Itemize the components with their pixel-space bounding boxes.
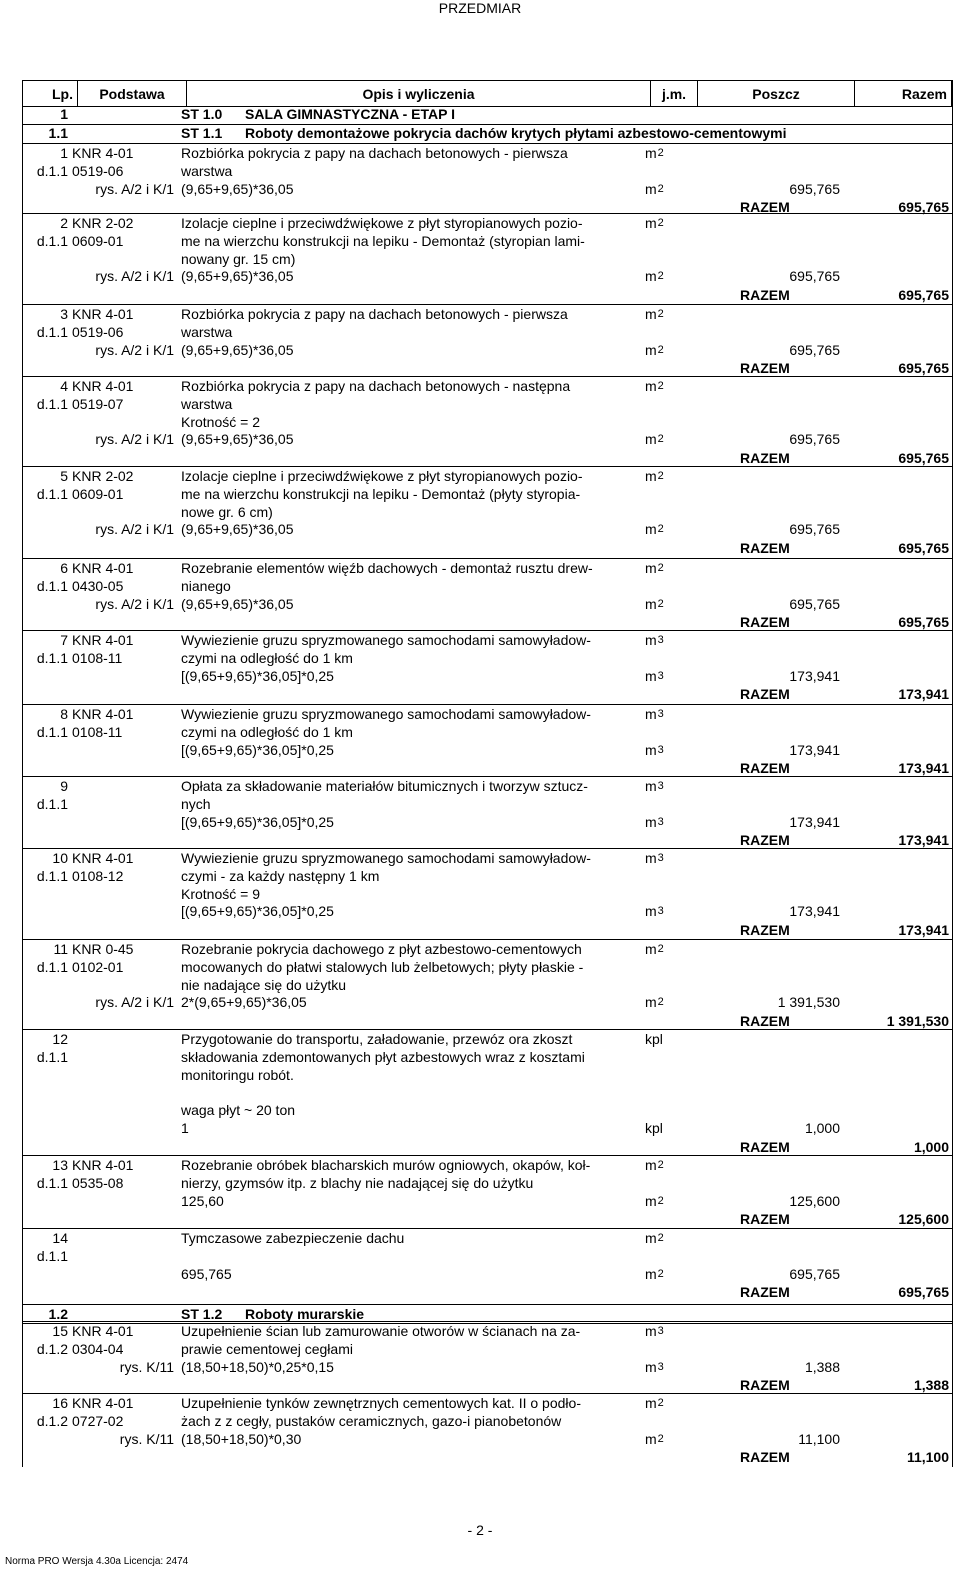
item-sub: d.1.1 (36, 1174, 68, 1191)
item-quantity: 173,941 (789, 903, 840, 920)
item-quantity: 173,941 (789, 667, 840, 684)
item-calc-unit: m3 (645, 813, 664, 830)
item-sub: d.1.1 (36, 485, 68, 502)
item-calc-unit: m3 (645, 903, 664, 920)
item-lp: 8 (60, 706, 68, 722)
item-drawing-ref: rys. A/2 i K/1 (95, 341, 174, 358)
item-podstawa-number: 0519-06 (72, 162, 124, 179)
item-podstawa-code: KNR 4-01 (72, 1323, 134, 1339)
item-razem-value: 695,765 (898, 450, 949, 467)
item-calc-unit: kpl (645, 1120, 663, 1136)
item-calc-unit: m2 (645, 341, 664, 358)
section-code: ST 1.1 (181, 125, 223, 141)
item-description-line: Izolacje cieplne i przeciwdźwiękowe z płyt styropianowych pozio- (181, 215, 583, 231)
item-podstawa-code: KNR 2-02 (72, 468, 134, 484)
item-lp: 16 (52, 1395, 68, 1411)
item-description-line: czymi na odległość do 1 km (181, 723, 353, 740)
item-razem-label: RAZEM (740, 832, 790, 849)
item-lp: 11 (53, 941, 68, 957)
item-podstawa-code: KNR 4-01 (72, 850, 134, 866)
item-sub: d.1.1 (36, 723, 68, 740)
item-sub: d.1.1 (36, 323, 68, 340)
item-unit: m2 (645, 468, 664, 484)
item-razem-label: RAZEM (740, 450, 790, 467)
item-lp: 13 (52, 1157, 68, 1173)
item-description-line: nierzy, gzymsów itp. z blachy nie nadającej się do użytku (181, 1174, 534, 1191)
item-quantity: 695,765 (789, 1265, 840, 1282)
item-unit: m2 (645, 145, 664, 161)
item-quantity: 695,765 (789, 180, 840, 197)
item-razem-value: 695,765 (898, 199, 949, 216)
item-description-line: czymi - za każdy następny 1 km (181, 867, 380, 884)
item-razem-value: 695,765 (898, 360, 949, 377)
item-razem-value: 173,941 (898, 760, 949, 777)
item-lp: 3 (60, 306, 68, 322)
item-lp: 10 (52, 850, 68, 866)
item-razem-label: RAZEM (740, 1284, 790, 1301)
item-podstawa-number: 0108-11 (72, 723, 123, 740)
item-razem-label: RAZEM (740, 760, 790, 777)
item-description-line: nowe gr. 6 cm) (181, 503, 273, 520)
item-razem-value: 173,941 (898, 922, 949, 939)
item-calculation: (9,65+9,65)*36,05 (181, 431, 294, 448)
item-calculation: (9,65+9,65)*36,05 (181, 595, 294, 612)
item-razem-label: RAZEM (740, 1138, 790, 1155)
footer-note: Norma PRO Wersja 4.30a Licencja: 2474 (5, 1556, 189, 1567)
item-razem-value: 695,765 (898, 1284, 949, 1301)
item-lp: 5 (60, 468, 68, 484)
item-description-line: Rozebranie elementów więźb dachowych - demontaż rusztu drew- (181, 560, 593, 576)
item-description-line: składowania zdemontowanych płyt azbestowych wraz z kosztami (181, 1048, 585, 1065)
item-quantity: 695,765 (789, 521, 840, 538)
item-lp: 15 (52, 1323, 68, 1339)
item-sub: d.1.1 (36, 162, 68, 179)
header-razem: Razem (855, 81, 952, 107)
item-podstawa-number: 0519-07 (72, 395, 124, 412)
item-calc-unit: m2 (645, 1430, 664, 1447)
item-unit: m3 (645, 632, 664, 648)
item-calc-unit: m2 (645, 180, 664, 197)
item-podstawa-code: KNR 4-01 (72, 1157, 134, 1173)
item-description-line: Opłata za składowanie materiałów bitumicznych i tworzyw sztucz- (181, 778, 588, 794)
item-calculation: (9,65+9,65)*36,05 (181, 268, 294, 285)
item-unit: m3 (645, 850, 664, 866)
table-header (22, 80, 952, 107)
item-description-line: Wywiezienie gruzu spryzmowanego samochodami samowyładow- (181, 632, 591, 648)
item-razem-value: 11,100 (906, 1449, 949, 1466)
item-sub: d.1.2 (36, 1412, 68, 1429)
item-drawing-ref: rys. K/11 (119, 1358, 174, 1375)
item-description-line: nie nadające się do użytku (181, 976, 346, 993)
item-description-line: Wywiezienie gruzu spryzmowanego samochodami samowyładow- (181, 850, 591, 866)
item-description-line: warstwa (181, 323, 233, 340)
item-drawing-ref: rys. A/2 i K/1 (95, 595, 174, 612)
item-description-line: Przygotowanie do transportu, załadowanie, przewóz ora zkoszt (181, 1031, 573, 1047)
item-podstawa-code: KNR 4-01 (72, 706, 134, 722)
item-podstawa-code: KNR 4-01 (72, 560, 134, 576)
item-quantity: 695,765 (789, 341, 840, 358)
item-unit: m2 (645, 1395, 664, 1411)
item-calculation: (18,50+18,50)*0,30 (181, 1430, 302, 1447)
item-unit: m2 (645, 1230, 664, 1246)
item-unit: m3 (645, 1323, 664, 1339)
item-podstawa-number: 0535-08 (72, 1174, 124, 1191)
item-unit: m2 (645, 215, 664, 231)
item-sub: d.1.1 (36, 1048, 68, 1065)
item-podstawa-number: 0727-02 (72, 1412, 124, 1429)
item-calculation: 2*(9,65+9,65)*36,05 (181, 994, 307, 1011)
item-razem-label: RAZEM (740, 614, 790, 631)
item-description-line: warstwa (181, 162, 233, 179)
item-quantity: 695,765 (789, 595, 840, 612)
item-lp: 7 (60, 632, 68, 648)
item-podstawa-number: 0108-12 (72, 867, 124, 884)
item-razem-value: 1,000 (913, 1138, 949, 1155)
item-razem-value: 695,765 (898, 540, 949, 557)
page-number: - 2 - (467, 1522, 493, 1538)
item-razem-value: 1,388 (913, 1377, 949, 1394)
item-sub: d.1.1 (36, 649, 68, 666)
item-calc-unit: m3 (645, 667, 664, 684)
header-lp: Lp. (23, 81, 78, 107)
item-quantity: 695,765 (789, 268, 840, 285)
item-quantity: 1,388 (804, 1358, 840, 1375)
item-podstawa-number: 0609-01 (72, 232, 124, 249)
item-razem-value: 1 391,530 (886, 1013, 949, 1030)
item-razem-label: RAZEM (740, 360, 790, 377)
item-podstawa-number: 0108-11 (72, 649, 123, 666)
item-description-line: Uzupełnienie tynków zewnętrznych cementowych kat. II o podło- (181, 1395, 581, 1411)
item-description-line: me na wierzchu konstrukcji na lepiku - Demontaż (styropian lami- (181, 232, 585, 249)
item-podstawa-code: KNR 4-01 (72, 1395, 134, 1411)
item-quantity: 1,000 (804, 1120, 840, 1136)
item-lp: 6 (60, 560, 68, 576)
item-sub: d.1.1 (36, 395, 68, 412)
section-lp: 1.2 (48, 1306, 68, 1322)
item-podstawa-code: KNR 2-02 (72, 215, 134, 231)
item-description-line: żach z z cegły, pustaków ceramicznych, gazo-i pianobetonów (181, 1412, 562, 1429)
section-title: Roboty demontażowe pokrycia dachów krytych płytami azbestowo-cementowymi (245, 125, 787, 141)
item-podstawa-code: KNR 4-01 (72, 632, 134, 648)
item-sub: d.1.1 (36, 795, 68, 812)
item-calculation: [(9,65+9,65)*36,05]*0,25 (181, 667, 334, 684)
item-description-line: Rozebranie obróbek blacharskich murów ogniowych, okapów, koł- (181, 1157, 591, 1173)
item-description-line: mocowanych do płatwi stalowych lub żelbetowych; płyty płaskie - (181, 958, 584, 975)
item-lp: 12 (52, 1031, 68, 1047)
item-description-line: Rozebranie pokrycia dachowego z płyt azbestowo-cementowych (181, 941, 582, 957)
item-podstawa-code: KNR 4-01 (72, 306, 134, 322)
item-razem-label: RAZEM (740, 686, 790, 703)
item-calc-unit: m3 (645, 1358, 664, 1375)
header-jm: j.m. (651, 81, 698, 107)
item-calc-unit: m2 (645, 994, 664, 1011)
item-podstawa-code: KNR 4-01 (72, 378, 134, 394)
item-description-line: nowany gr. 15 cm) (181, 250, 296, 267)
section-lp: 1 (60, 106, 68, 122)
item-quantity: 11,100 (798, 1430, 840, 1447)
item-drawing-ref: rys. A/2 i K/1 (95, 268, 174, 285)
item-quantity: 695,765 (789, 431, 840, 448)
item-calculation: [(9,65+9,65)*36,05]*0,25 (181, 741, 334, 758)
item-razem-value: 695,765 (898, 614, 949, 631)
item-calc-unit: m2 (645, 1265, 664, 1282)
section-code: ST 1.2 (181, 1306, 223, 1322)
item-calculation: (9,65+9,65)*36,05 (181, 180, 294, 197)
item-quantity: 1 391,530 (777, 994, 840, 1011)
item-razem-label: RAZEM (740, 1211, 790, 1228)
item-lp: 2 (60, 215, 68, 231)
item-unit: m2 (645, 378, 664, 394)
item-razem-label: RAZEM (740, 1449, 790, 1466)
item-calc-unit: m2 (645, 521, 664, 538)
item-quantity: 173,941 (789, 741, 840, 758)
item-razem-label: RAZEM (740, 922, 790, 939)
item-description-line: warstwa (181, 395, 233, 412)
item-description-line: Rozbiórka pokrycia z papy na dachach betonowych - pierwsza (181, 306, 568, 322)
item-razem-label: RAZEM (740, 287, 790, 304)
item-razem-label: RAZEM (740, 1377, 790, 1394)
item-unit: m3 (645, 778, 664, 794)
item-calc-unit: m2 (645, 595, 664, 612)
item-quantity: 125,600 (789, 1192, 840, 1209)
document-title: PRZEDMIAR (438, 0, 522, 16)
item-razem-value: 173,941 (898, 832, 949, 849)
item-drawing-ref: rys. K/11 (119, 1430, 174, 1447)
item-description-line: monitoringu robót. (181, 1066, 294, 1083)
item-description-line: Krotność = 9 (181, 885, 260, 902)
item-description-line: nych (181, 795, 211, 812)
item-description-line: Izolacje cieplne i przeciwdźwiękowe z płyt styropianowych pozio- (181, 468, 583, 484)
item-calc-unit: m2 (645, 268, 664, 285)
item-drawing-ref: rys. A/2 i K/1 (95, 994, 174, 1011)
item-calculation: 125,60 (181, 1192, 224, 1209)
item-drawing-ref: rys. A/2 i K/1 (95, 521, 174, 538)
item-razem-label: RAZEM (740, 199, 790, 216)
header-poszcz: Poszcz (698, 81, 855, 107)
item-description-line: Rozbiórka pokrycia z papy na dachach betonowych - pierwsza (181, 145, 568, 161)
item-lp: 1 (60, 145, 68, 161)
item-calculation: [(9,65+9,65)*36,05]*0,25 (181, 813, 334, 830)
item-podstawa-code: KNR 0-45 (72, 941, 134, 957)
item-podstawa-number: 0304-04 (72, 1340, 124, 1357)
item-description-line: prawie cementowej cegłami (181, 1340, 353, 1357)
item-unit: m2 (645, 941, 664, 957)
item-razem-value: 695,765 (898, 287, 949, 304)
item-unit: kpl (645, 1031, 663, 1047)
item-calculation: (9,65+9,65)*36,05 (181, 341, 294, 358)
item-unit: m3 (645, 706, 664, 722)
item-podstawa-number: 0430-05 (72, 577, 124, 594)
item-calc-unit: m3 (645, 741, 664, 758)
item-calc-unit: m2 (645, 1192, 664, 1209)
section-code: ST 1.0 (181, 106, 223, 122)
item-description-line: me na wierzchu konstrukcji na lepiku - Demontaż (płyty styropia- (181, 485, 581, 502)
item-description-line: Uzupełnienie ścian lub zamurowanie otworów w ścianach na za- (181, 1323, 581, 1339)
item-razem-value: 173,941 (898, 686, 949, 703)
item-drawing-ref: rys. A/2 i K/1 (95, 180, 174, 197)
item-sub: d.1.1 (36, 577, 68, 594)
item-description-line: czymi na odległość do 1 km (181, 649, 353, 666)
section-title: Roboty murarskie (245, 1306, 365, 1322)
item-podstawa-number: 0609-01 (72, 485, 124, 502)
item-sub: d.1.1 (36, 958, 68, 975)
section-title: SALA GIMNASTYCZNA - ETAP I (245, 106, 455, 122)
item-description-line: Krotność = 2 (181, 413, 260, 430)
item-description-line: nianego (181, 577, 231, 594)
item-sub: d.1.1 (36, 1247, 68, 1264)
item-quantity: 173,941 (789, 813, 840, 830)
item-podstawa-number: 0102-01 (72, 958, 124, 975)
item-calculation: 1 (181, 1120, 189, 1136)
item-description-line: Tymczasowe zabezpieczenie dachu (181, 1230, 405, 1246)
item-razem-label: RAZEM (740, 1013, 790, 1030)
item-drawing-ref: rys. A/2 i K/1 (95, 431, 174, 448)
item-lp: 4 (60, 378, 68, 394)
item-unit: m2 (645, 1157, 664, 1173)
item-note: waga płyt ~ 20 ton (181, 1102, 296, 1119)
item-calculation: 695,765 (181, 1265, 232, 1282)
item-calc-unit: m2 (645, 431, 664, 448)
header-opis: Opis i wyliczenia (187, 81, 651, 107)
item-lp: 9 (60, 778, 68, 794)
item-sub: d.1.1 (36, 867, 68, 884)
item-sub: d.1.2 (36, 1340, 68, 1357)
item-description-line: Rozbiórka pokrycia z papy na dachach betonowych - następna (181, 378, 571, 394)
item-podstawa-number: 0519-06 (72, 323, 124, 340)
item-unit: m2 (645, 560, 664, 576)
section-lp: 1.1 (48, 125, 68, 141)
item-sub: d.1.1 (36, 232, 68, 249)
header-podstawa: Podstawa (78, 81, 187, 107)
item-calculation: (18,50+18,50)*0,25*0,15 (181, 1358, 334, 1375)
item-unit: m2 (645, 306, 664, 322)
item-razem-label: RAZEM (740, 540, 790, 557)
item-razem-value: 125,600 (898, 1211, 949, 1228)
item-description-line: Wywiezienie gruzu spryzmowanego samochodami samowyładow- (181, 706, 591, 722)
item-lp: 14 (52, 1230, 68, 1246)
item-podstawa-code: KNR 4-01 (72, 145, 134, 161)
item-calculation: [(9,65+9,65)*36,05]*0,25 (181, 903, 334, 920)
item-calculation: (9,65+9,65)*36,05 (181, 521, 294, 538)
